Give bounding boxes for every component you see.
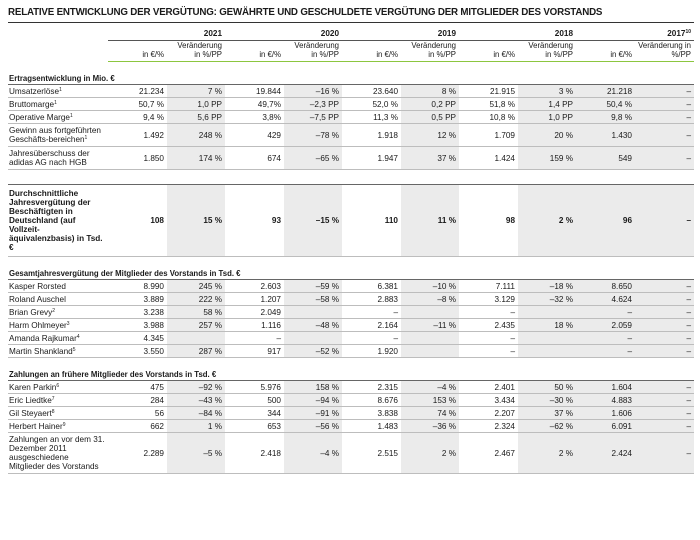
row-label-cell bbox=[8, 332, 108, 345]
table-row bbox=[8, 124, 694, 147]
row-label: Eric Liedtke bbox=[9, 395, 52, 405]
value-cell: 21.915 bbox=[459, 85, 518, 98]
section-title: Ertragsentwicklung in Mio. € bbox=[8, 72, 694, 85]
change-cell: 2 % bbox=[518, 185, 576, 257]
row-label: Bruttomarge bbox=[9, 99, 55, 109]
change-cell: 11 % bbox=[401, 185, 459, 257]
table-row bbox=[8, 111, 694, 124]
row-label: Operative Marge bbox=[9, 112, 70, 122]
change-cell: 1 % bbox=[167, 420, 225, 433]
value-cell: 21.218 bbox=[576, 85, 635, 98]
year-header-row bbox=[8, 23, 694, 41]
row-label: Durchschnittliche Jahresvergütung der Beschäftigten in Deutschland (auf Vollzeit-äquivalenzbasis) in Tsd. € bbox=[9, 189, 103, 252]
change-cell: 50 % bbox=[518, 381, 576, 394]
change-cell: – bbox=[635, 345, 694, 358]
change-cell: –52 % bbox=[284, 345, 342, 358]
row-label-cell bbox=[8, 280, 108, 293]
change-cell: 2 % bbox=[518, 433, 576, 474]
value-cell: 1.709 bbox=[459, 124, 518, 147]
value-cell: 2.418 bbox=[225, 433, 284, 474]
value-cell: 3.434 bbox=[459, 394, 518, 407]
value-cell: 9,4 % bbox=[108, 111, 167, 124]
value-cell: 6.381 bbox=[342, 280, 401, 293]
change-cell: –5 % bbox=[167, 433, 225, 474]
change-cell: – bbox=[635, 111, 694, 124]
value-cell: 110 bbox=[342, 185, 401, 257]
change-cell: – bbox=[635, 98, 694, 111]
value-cell: 8.676 bbox=[342, 394, 401, 407]
year-header bbox=[225, 23, 342, 41]
section-title: Gesamtjahresvergütung der Mitglieder des Vorstands in Tsd. € bbox=[8, 267, 694, 280]
row-footnote: 5 bbox=[72, 346, 76, 353]
year-label: 2020 bbox=[320, 29, 339, 38]
change-cell: –43 % bbox=[167, 394, 225, 407]
row-footnote: 1 bbox=[59, 86, 62, 93]
row-label: Gil Steyaert bbox=[9, 408, 52, 418]
change-cell: –15 % bbox=[284, 185, 342, 257]
value-cell: – bbox=[459, 332, 518, 345]
change-cell: 174 % bbox=[167, 147, 225, 170]
change-cell: –36 % bbox=[401, 420, 459, 433]
change-cell: –32 % bbox=[518, 293, 576, 306]
value-cell: 50,7 % bbox=[108, 98, 167, 111]
gap-cell bbox=[8, 62, 694, 72]
change-cell: 58 % bbox=[167, 306, 225, 319]
change-cell: –58 % bbox=[284, 293, 342, 306]
change-cell: –78 % bbox=[284, 124, 342, 147]
change-cell: 245 % bbox=[167, 280, 225, 293]
value-cell: 5.976 bbox=[225, 381, 284, 394]
value-cell: 2.164 bbox=[342, 319, 401, 332]
row-footnote: 8 bbox=[51, 408, 55, 415]
change-cell: – bbox=[635, 85, 694, 98]
value-cell: 3.238 bbox=[108, 306, 167, 319]
table-row bbox=[8, 332, 694, 345]
change-cell: – bbox=[635, 394, 694, 407]
value-cell: 2.207 bbox=[459, 407, 518, 420]
row-label-cell bbox=[8, 185, 108, 257]
table-row bbox=[8, 185, 694, 257]
row-label: Brian Grevy bbox=[9, 307, 53, 317]
value-cell: 3.550 bbox=[108, 345, 167, 358]
gap-cell bbox=[8, 257, 694, 267]
value-cell: 3.889 bbox=[108, 293, 167, 306]
value-cell: 4.624 bbox=[576, 293, 635, 306]
change-cell: 1,0 PP bbox=[518, 111, 576, 124]
table-row bbox=[8, 147, 694, 170]
row-label-cell bbox=[8, 98, 108, 111]
change-cell: 15 % bbox=[167, 185, 225, 257]
row-label-cell bbox=[8, 111, 108, 124]
change-cell: 257 % bbox=[167, 319, 225, 332]
value-cell: 2.324 bbox=[459, 420, 518, 433]
change-cell: – bbox=[635, 381, 694, 394]
year-header bbox=[108, 23, 225, 41]
change-cell: 159 % bbox=[518, 147, 576, 170]
value-cell: 11,3 % bbox=[342, 111, 401, 124]
row-label-cell bbox=[8, 147, 108, 170]
value-cell: 2.424 bbox=[576, 433, 635, 474]
compensation-table bbox=[8, 23, 694, 474]
change-cell: –11 % bbox=[401, 319, 459, 332]
unit-abs-header: in €/% bbox=[576, 41, 635, 62]
row-label: Amanda Rajkumar bbox=[9, 333, 77, 343]
value-cell: – bbox=[576, 332, 635, 345]
value-cell: 56 bbox=[108, 407, 167, 420]
change-cell: –10 % bbox=[401, 280, 459, 293]
change-cell bbox=[401, 332, 459, 345]
value-cell: – bbox=[342, 306, 401, 319]
change-cell: 3 % bbox=[518, 85, 576, 98]
change-cell: 37 % bbox=[401, 147, 459, 170]
change-cell: 8 % bbox=[401, 85, 459, 98]
value-cell: 429 bbox=[225, 124, 284, 147]
value-cell: 1.947 bbox=[342, 147, 401, 170]
change-cell: – bbox=[635, 306, 694, 319]
header-spacer bbox=[8, 23, 108, 41]
row-label: Harm Ohlmeyer bbox=[9, 320, 67, 330]
table-row bbox=[8, 433, 694, 474]
change-cell bbox=[518, 306, 576, 319]
change-cell: – bbox=[635, 185, 694, 257]
row-label: Gewinn aus fortgeführten Geschäfts-bereichen bbox=[9, 126, 101, 144]
section-header-row bbox=[8, 72, 694, 85]
section-header-row bbox=[8, 267, 694, 280]
value-cell: – bbox=[342, 332, 401, 345]
value-cell: 8.990 bbox=[108, 280, 167, 293]
unit-abs-header: in €/% bbox=[342, 41, 401, 62]
change-cell: –2,3 PP bbox=[284, 98, 342, 111]
section-gap bbox=[8, 257, 694, 267]
change-cell: 222 % bbox=[167, 293, 225, 306]
unit-change-header: Veränderung in %/PP bbox=[518, 41, 576, 62]
value-cell: 8.650 bbox=[576, 280, 635, 293]
change-cell: 37 % bbox=[518, 407, 576, 420]
table-row bbox=[8, 345, 694, 358]
value-cell: 662 bbox=[108, 420, 167, 433]
value-cell: 1.492 bbox=[108, 124, 167, 147]
value-cell: 50,4 % bbox=[576, 98, 635, 111]
change-cell: 74 % bbox=[401, 407, 459, 420]
change-cell: 20 % bbox=[518, 124, 576, 147]
row-label-cell bbox=[8, 381, 108, 394]
value-cell: 9,8 % bbox=[576, 111, 635, 124]
row-footnote: 1 bbox=[69, 112, 73, 119]
value-cell: 284 bbox=[108, 394, 167, 407]
unit-change-header: Veränderung in %/PP bbox=[284, 41, 342, 62]
row-label: Kasper Rorsted bbox=[9, 281, 66, 291]
row-label-cell bbox=[8, 306, 108, 319]
row-label: Martin Shankland bbox=[9, 346, 73, 356]
change-cell: – bbox=[635, 319, 694, 332]
value-cell: 4.345 bbox=[108, 332, 167, 345]
value-cell: 2.515 bbox=[342, 433, 401, 474]
value-cell: 4.883 bbox=[576, 394, 635, 407]
value-cell: 49,7% bbox=[225, 98, 284, 111]
change-cell: –48 % bbox=[284, 319, 342, 332]
value-cell: 2.883 bbox=[342, 293, 401, 306]
row-label-cell bbox=[8, 433, 108, 474]
value-cell: 549 bbox=[576, 147, 635, 170]
value-cell: 3.988 bbox=[108, 319, 167, 332]
section-gap bbox=[8, 62, 694, 72]
table-row bbox=[8, 293, 694, 306]
row-footnote: 9 bbox=[62, 421, 66, 428]
table-row bbox=[8, 280, 694, 293]
value-cell: 2.315 bbox=[342, 381, 401, 394]
row-label: Karen Parkin bbox=[9, 382, 57, 392]
row-footnote: 7 bbox=[51, 395, 55, 402]
value-cell: 19.844 bbox=[225, 85, 284, 98]
value-cell: 475 bbox=[108, 381, 167, 394]
value-cell: 2.467 bbox=[459, 433, 518, 474]
change-cell: – bbox=[635, 420, 694, 433]
value-cell: 96 bbox=[576, 185, 635, 257]
value-cell: 2.603 bbox=[225, 280, 284, 293]
change-cell: –65 % bbox=[284, 147, 342, 170]
change-cell: – bbox=[635, 293, 694, 306]
value-cell: 3.838 bbox=[342, 407, 401, 420]
value-cell: 2.059 bbox=[576, 319, 635, 332]
value-cell: 7.111 bbox=[459, 280, 518, 293]
section-title: Zahlungen an frühere Mitglieder des Vorstands in Tsd. € bbox=[8, 368, 694, 381]
change-cell: – bbox=[635, 280, 694, 293]
table-row bbox=[8, 381, 694, 394]
row-label-cell bbox=[8, 407, 108, 420]
year-header bbox=[342, 23, 459, 41]
change-cell: – bbox=[635, 407, 694, 420]
value-cell: 1.483 bbox=[342, 420, 401, 433]
table-title: RELATIVE ENTWICKLUNG DER VERGÜTUNG: GEWÄHRTE UND GESCHULDETE VERGÜTUNG DER MITGLIEDER DES VORSTANDS bbox=[8, 6, 603, 18]
change-cell: 248 % bbox=[167, 124, 225, 147]
table-row bbox=[8, 319, 694, 332]
gap-cell bbox=[8, 170, 694, 180]
change-cell: –8 % bbox=[401, 293, 459, 306]
row-label-cell bbox=[8, 124, 108, 147]
value-cell: 93 bbox=[225, 185, 284, 257]
value-cell: 3.129 bbox=[459, 293, 518, 306]
value-cell: 674 bbox=[225, 147, 284, 170]
gap-cell bbox=[8, 358, 694, 368]
value-cell: – bbox=[225, 332, 284, 345]
value-cell: 1.606 bbox=[576, 407, 635, 420]
change-cell: –91 % bbox=[284, 407, 342, 420]
value-cell: 6.091 bbox=[576, 420, 635, 433]
value-cell: 1.430 bbox=[576, 124, 635, 147]
change-cell: –56 % bbox=[284, 420, 342, 433]
change-cell: –94 % bbox=[284, 394, 342, 407]
change-cell bbox=[401, 306, 459, 319]
row-footnote: 6 bbox=[56, 382, 60, 389]
change-cell: 7 % bbox=[167, 85, 225, 98]
table-row bbox=[8, 85, 694, 98]
change-cell: –4 % bbox=[401, 381, 459, 394]
change-cell: 153 % bbox=[401, 394, 459, 407]
row-label-cell bbox=[8, 345, 108, 358]
value-cell: 2.289 bbox=[108, 433, 167, 474]
value-cell: 1.850 bbox=[108, 147, 167, 170]
change-cell bbox=[167, 332, 225, 345]
row-label: Jahresüberschuss der adidas AG nach HGB bbox=[9, 149, 90, 167]
change-cell: 287 % bbox=[167, 345, 225, 358]
table-row bbox=[8, 98, 694, 111]
value-cell: 21.234 bbox=[108, 85, 167, 98]
value-cell: 1.424 bbox=[459, 147, 518, 170]
section-gap bbox=[8, 358, 694, 368]
unit-change-header: Veränderung in %/PP bbox=[167, 41, 225, 62]
value-cell: 51,8 % bbox=[459, 98, 518, 111]
change-cell bbox=[284, 306, 342, 319]
row-label: Roland Auschel bbox=[9, 294, 66, 304]
value-cell: 23.640 bbox=[342, 85, 401, 98]
value-cell: 52,0 % bbox=[342, 98, 401, 111]
row-footnote: 4 bbox=[76, 333, 80, 340]
unit-change-header: Veränderung in %/PP bbox=[635, 41, 694, 62]
year-label: 2021 bbox=[203, 29, 222, 38]
row-footnote: 1 bbox=[84, 135, 88, 141]
compensation-document bbox=[8, 0, 694, 474]
row-label-cell bbox=[8, 293, 108, 306]
value-cell: 10,8 % bbox=[459, 111, 518, 124]
change-cell bbox=[518, 332, 576, 345]
value-cell: 344 bbox=[225, 407, 284, 420]
unit-header-row bbox=[8, 41, 694, 62]
change-cell: 0,5 PP bbox=[401, 111, 459, 124]
change-cell: –16 % bbox=[284, 85, 342, 98]
change-cell: –92 % bbox=[167, 381, 225, 394]
unit-abs-header: in €/% bbox=[459, 41, 518, 62]
row-footnote: 1 bbox=[54, 99, 57, 106]
year-header bbox=[576, 23, 694, 41]
change-cell: 158 % bbox=[284, 381, 342, 394]
table-row bbox=[8, 394, 694, 407]
value-cell: 1.918 bbox=[342, 124, 401, 147]
change-cell: – bbox=[635, 124, 694, 147]
change-cell: 1,0 PP bbox=[167, 98, 225, 111]
year-label: 2018 bbox=[554, 29, 573, 38]
change-cell: 0,2 PP bbox=[401, 98, 459, 111]
table-row bbox=[8, 420, 694, 433]
year-footnote: 10 bbox=[685, 29, 691, 35]
change-cell bbox=[284, 332, 342, 345]
row-label: Herbert Hainer bbox=[9, 421, 63, 431]
change-cell: 18 % bbox=[518, 319, 576, 332]
change-cell: 2 % bbox=[401, 433, 459, 474]
change-cell bbox=[401, 345, 459, 358]
value-cell: 2.049 bbox=[225, 306, 284, 319]
row-label-cell bbox=[8, 85, 108, 98]
change-cell: 5,6 PP bbox=[167, 111, 225, 124]
value-cell: – bbox=[576, 306, 635, 319]
value-cell: 1.116 bbox=[225, 319, 284, 332]
value-cell: 3,8% bbox=[225, 111, 284, 124]
change-cell: –4 % bbox=[284, 433, 342, 474]
change-cell: –7,5 PP bbox=[284, 111, 342, 124]
row-footnote: 3 bbox=[66, 320, 70, 327]
value-cell: 108 bbox=[108, 185, 167, 257]
value-cell: – bbox=[459, 345, 518, 358]
change-cell bbox=[518, 345, 576, 358]
change-cell: – bbox=[635, 332, 694, 345]
change-cell: –18 % bbox=[518, 280, 576, 293]
year-label: 2017 bbox=[667, 29, 686, 38]
header-spacer bbox=[8, 41, 108, 62]
value-cell: – bbox=[459, 306, 518, 319]
value-cell: – bbox=[576, 345, 635, 358]
section-gap bbox=[8, 170, 694, 180]
change-cell: – bbox=[635, 147, 694, 170]
year-header bbox=[459, 23, 576, 41]
value-cell: 98 bbox=[459, 185, 518, 257]
change-cell: –30 % bbox=[518, 394, 576, 407]
unit-change-header: Veränderung in %/PP bbox=[401, 41, 459, 62]
value-cell: 1.604 bbox=[576, 381, 635, 394]
section-header-row bbox=[8, 368, 694, 381]
change-cell: –59 % bbox=[284, 280, 342, 293]
value-cell: 653 bbox=[225, 420, 284, 433]
row-label-cell bbox=[8, 319, 108, 332]
row-label: Umsatzerlöse bbox=[9, 86, 60, 96]
year-label: 2019 bbox=[437, 29, 456, 38]
value-cell: 2.401 bbox=[459, 381, 518, 394]
change-cell: –62 % bbox=[518, 420, 576, 433]
value-cell: 2.435 bbox=[459, 319, 518, 332]
value-cell: 917 bbox=[225, 345, 284, 358]
row-footnote: 2 bbox=[52, 307, 56, 314]
table-row bbox=[8, 407, 694, 420]
change-cell: 12 % bbox=[401, 124, 459, 147]
table-row bbox=[8, 306, 694, 319]
change-cell: –84 % bbox=[167, 407, 225, 420]
row-label-cell bbox=[8, 420, 108, 433]
value-cell: 500 bbox=[225, 394, 284, 407]
row-label-cell bbox=[8, 394, 108, 407]
value-cell: 1.920 bbox=[342, 345, 401, 358]
change-cell: – bbox=[635, 433, 694, 474]
unit-abs-header: in €/% bbox=[108, 41, 167, 62]
value-cell: 1.207 bbox=[225, 293, 284, 306]
row-label: Zahlungen an vor dem 31. Dezember 2011 ausgeschiedene Mitglieder des Vorstands bbox=[9, 435, 105, 471]
unit-abs-header: in €/% bbox=[225, 41, 284, 62]
change-cell: 1,4 PP bbox=[518, 98, 576, 111]
